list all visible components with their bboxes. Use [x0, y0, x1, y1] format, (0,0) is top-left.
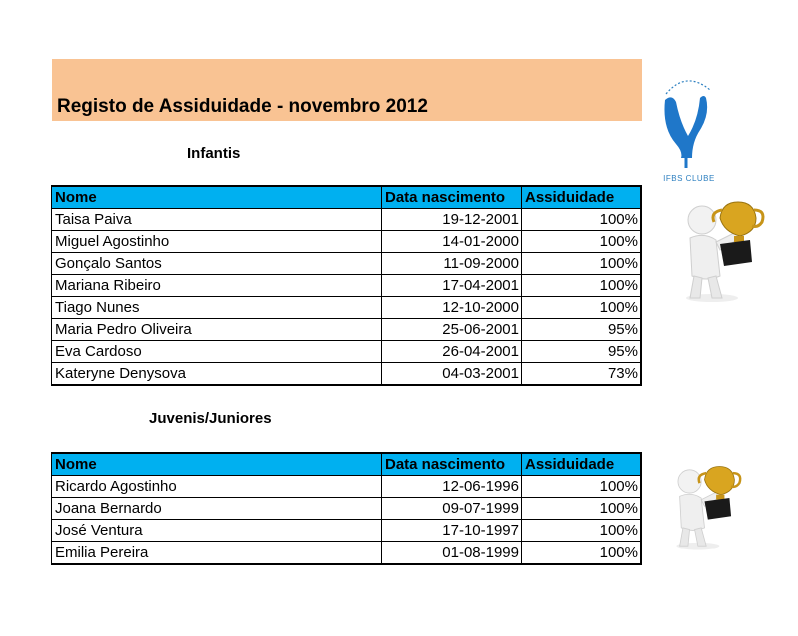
cell-attendance: 73%	[522, 363, 642, 386]
cell-attendance: 100%	[522, 275, 642, 297]
cell-attendance: 100%	[522, 520, 642, 542]
table-row	[52, 520, 642, 542]
cell-name: Taisa Paiva	[52, 209, 382, 231]
cell-attendance: 100%	[522, 476, 642, 498]
table-row	[52, 297, 642, 319]
cell-attendance: 95%	[522, 341, 642, 363]
table-header-row	[52, 453, 642, 476]
cell-birthdate: 09-07-1999	[382, 498, 522, 520]
section-label-infantis: Infantis	[187, 145, 241, 162]
club-logo-text: IFBS CLUBE	[663, 174, 715, 183]
cell-name: Mariana Ribeiro	[52, 275, 382, 297]
cell-attendance: 100%	[522, 253, 642, 275]
cell-birthdate: 19-12-2001	[382, 209, 522, 231]
attendance-table-infantis	[51, 185, 642, 386]
page-title: Registo de Assiduidade - novembro 2012	[57, 96, 428, 117]
section-label-juvenis: Juvenis/Juniores	[149, 410, 272, 427]
club-logo	[656, 68, 722, 186]
cell-name: Maria Pedro Oliveira	[52, 319, 382, 341]
table-row	[52, 275, 642, 297]
table-row	[52, 209, 642, 231]
cell-name: Ricardo Agostinho	[52, 476, 382, 498]
table-header-row	[52, 186, 642, 209]
cell-birthdate: 26-04-2001	[382, 341, 522, 363]
cell-birthdate: 11-09-2000	[382, 253, 522, 275]
cell-name: Emilia Pereira	[52, 542, 382, 565]
column-header-name: Nome	[52, 453, 382, 476]
column-header-attendance: Assiduidade	[522, 453, 642, 476]
cell-birthdate: 14-01-2000	[382, 231, 522, 253]
cell-attendance: 100%	[522, 231, 642, 253]
cell-name: Kateryne Denysova	[52, 363, 382, 386]
cell-attendance: 100%	[522, 209, 642, 231]
cell-birthdate: 04-03-2001	[382, 363, 522, 386]
table-row	[52, 341, 642, 363]
cell-birthdate: 12-06-1996	[382, 476, 522, 498]
column-header-attendance: Assiduidade	[522, 186, 642, 209]
cell-birthdate: 17-10-1997	[382, 520, 522, 542]
table-row	[52, 542, 642, 565]
cell-name: Eva Cardoso	[52, 341, 382, 363]
title-band	[52, 59, 642, 121]
table-row	[52, 253, 642, 275]
cell-name: Joana Bernardo	[52, 498, 382, 520]
cell-birthdate: 25-06-2001	[382, 319, 522, 341]
cell-birthdate: 12-10-2000	[382, 297, 522, 319]
column-header-birthdate: Data nascimento	[382, 453, 522, 476]
table-row	[52, 498, 642, 520]
cell-attendance: 100%	[522, 498, 642, 520]
column-header-birthdate: Data nascimento	[382, 186, 522, 209]
club-logo-icon	[656, 68, 722, 172]
cell-attendance: 95%	[522, 319, 642, 341]
table-row	[52, 231, 642, 253]
trophy-figure-icon	[676, 198, 770, 306]
cell-name: Gonçalo Santos	[52, 253, 382, 275]
attendance-table-juvenis	[51, 452, 642, 565]
table-row	[52, 363, 642, 386]
cell-name: José Ventura	[52, 520, 382, 542]
cell-birthdate: 01-08-1999	[382, 542, 522, 565]
cell-attendance: 100%	[522, 542, 642, 565]
cell-birthdate: 17-04-2001	[382, 275, 522, 297]
cell-attendance: 100%	[522, 297, 642, 319]
column-header-name: Nome	[52, 186, 382, 209]
cell-name: Tiago Nunes	[52, 297, 382, 319]
table-row	[52, 319, 642, 341]
trophy-figure-icon	[668, 463, 746, 553]
table-row	[52, 476, 642, 498]
cell-name: Miguel Agostinho	[52, 231, 382, 253]
